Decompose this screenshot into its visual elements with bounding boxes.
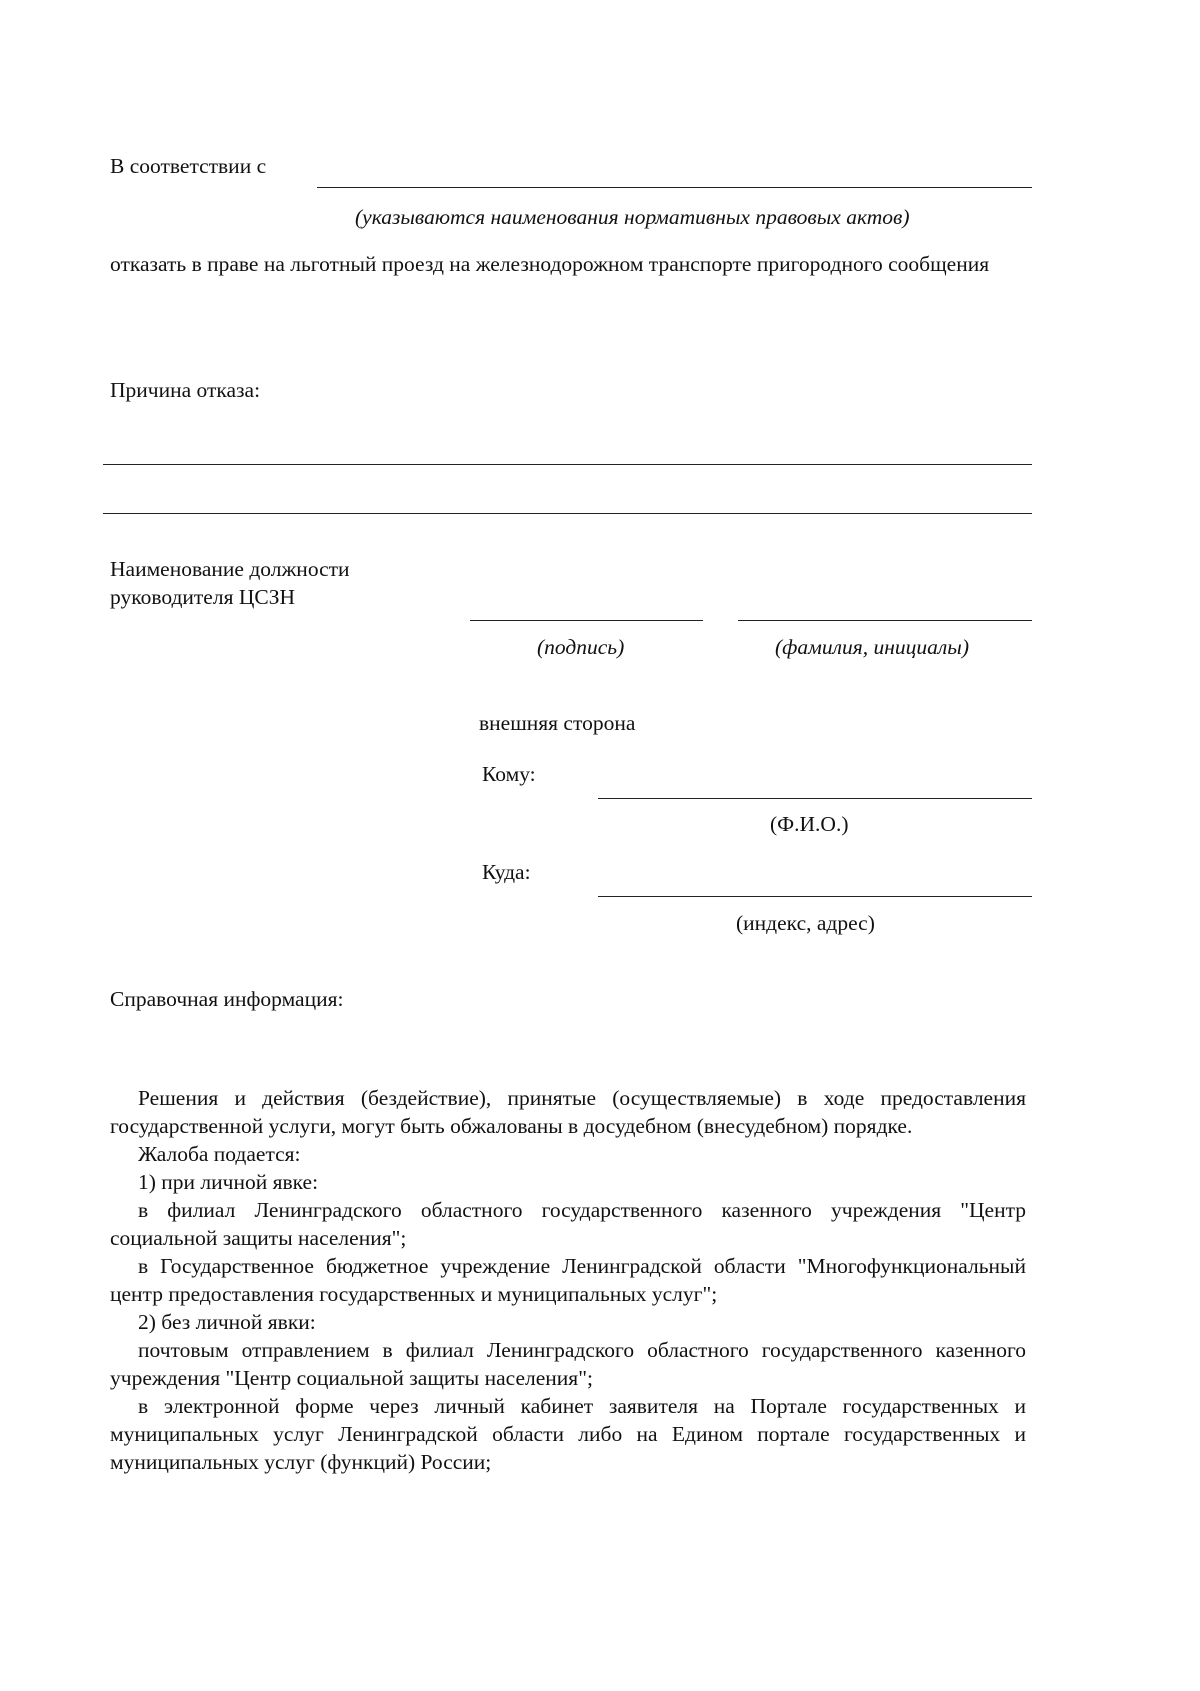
refusal-line-2	[103, 513, 1032, 514]
complaint-filed-label: Жалоба подается:	[138, 1142, 301, 1166]
remote-label: 2) без личной явки:	[138, 1310, 316, 1334]
refusal-label: Причина отказа:	[110, 378, 261, 402]
appeal-paragraph: Решения и действия (бездействие), принятые (осуществляемые) в ходе предоставления государственной услуги, могут быть обжалованы в досудебном (внесудебном) порядке.	[110, 1086, 1026, 1138]
where-caption: (индекс, адрес)	[736, 911, 875, 935]
to-line	[598, 798, 1032, 799]
where-line	[598, 896, 1032, 897]
signature-caption: (подпись)	[537, 635, 625, 659]
to-caption: (Ф.И.О.)	[770, 812, 849, 836]
remote-post-item: почтовым отправлением в филиал Ленинградского областного государственного казенного учреждения "Центр социальной защиты населения";	[110, 1338, 1026, 1390]
position-title-line1: Наименование должности	[110, 557, 350, 581]
in-accordance-label: В соответствии с	[110, 154, 267, 178]
name-caption: (фамилия, инициалы)	[775, 635, 970, 659]
in-person-mfc-item: в Государственное бюджетное учреждение Ленинградской области "Многофункциональный центр предоставления государственных и муниципальных услуг";	[110, 1254, 1026, 1306]
acts-caption: (указываются наименования нормативных правовых актов)	[355, 205, 910, 229]
in-person-label: 1) при личной явке:	[138, 1170, 319, 1194]
in-person-branch-item: в филиал Ленинградского областного государственного казенного учреждения "Центр социальной защиты населения";	[110, 1198, 1026, 1250]
acts-line	[317, 187, 1032, 188]
remote-electronic-item: в электронной форме через личный кабинет заявителя на Портале государственных и муниципальных услуг Ленинградской области либо на Едином портале государственных и муниципальных услуг (функций) России;	[110, 1394, 1026, 1474]
refusal-line-1	[103, 464, 1032, 465]
name-line	[738, 620, 1032, 621]
signature-line	[470, 620, 703, 621]
reference-body	[110, 1084, 1026, 1476]
to-label: Кому:	[482, 762, 536, 786]
outer-side-label: внешняя сторона	[479, 711, 636, 735]
reference-title: Справочная информация:	[110, 987, 344, 1011]
where-label: Куда:	[482, 860, 531, 884]
decision-text: отказать в праве на льготный проезд на железнодорожном транспорте пригородного сообщения	[110, 252, 990, 276]
position-title-line2: руководителя ЦСЗН	[110, 585, 295, 609]
